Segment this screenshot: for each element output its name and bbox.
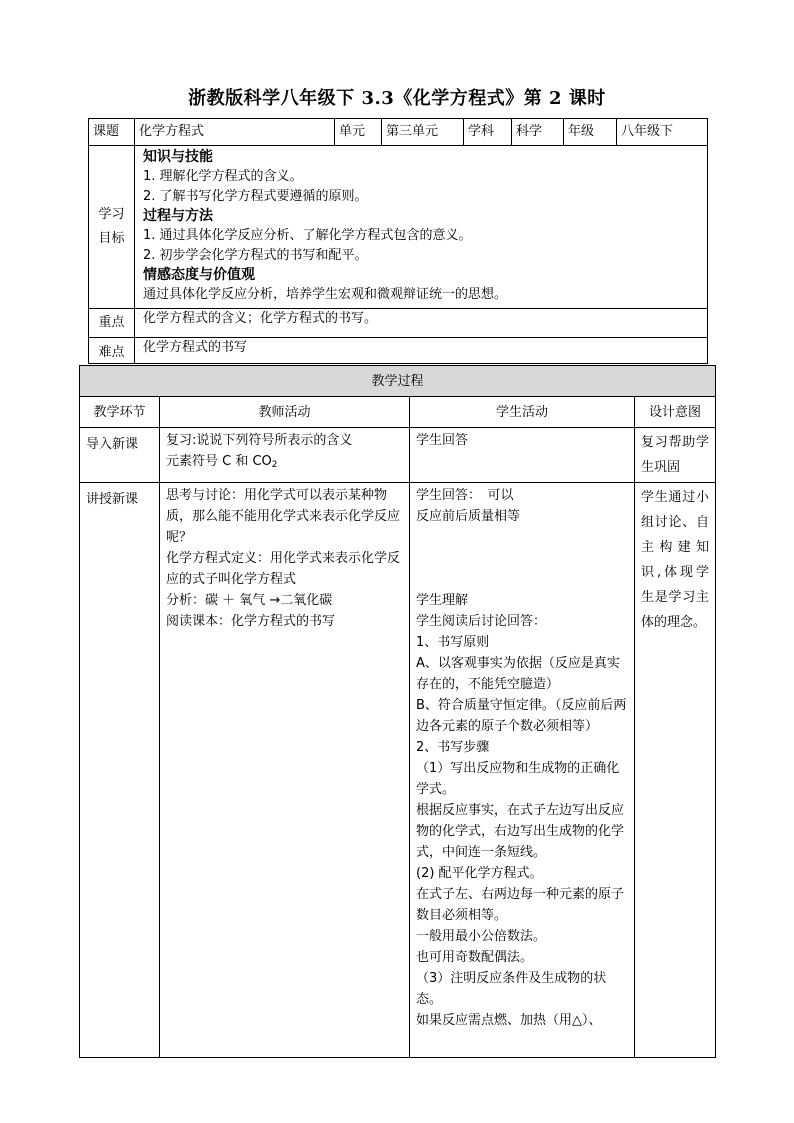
student-line: （1）写出反应物和生成物的正确化学式。: [416, 761, 620, 797]
header-student: 学生活动: [410, 397, 635, 428]
student-line: 1、书写原则: [416, 635, 490, 650]
student-line: 学生回答： 可以: [416, 488, 514, 503]
student-gap: [416, 527, 628, 590]
course-value: 化学方程式: [135, 119, 335, 146]
lecture-row: [80, 483, 716, 1058]
process-heading: 过程与方法: [143, 208, 213, 224]
student-line: B、符合质量守恒定律。（反应前后两边各元素的原子个数必须相等）: [416, 698, 627, 734]
student-line: (2) 配平化学方程式。: [416, 866, 543, 881]
intro-row: [80, 428, 716, 483]
process-item: 1. 通过具体化学反应分析、了解化学方程式包含的意义。: [143, 228, 472, 243]
teaching-process-table: [79, 365, 716, 1058]
student-line: 在式子左、右两边每一种元素的原子数目必须相等。: [416, 887, 625, 923]
unit-value: 第三单元: [382, 119, 464, 146]
objectives-content: [135, 146, 708, 309]
knowledge-item: 2. 了解书写化学方程式要遵循的原则。: [143, 188, 368, 204]
lecture-teacher: [160, 483, 410, 1058]
grade-label: 年级: [564, 119, 617, 146]
difficulties-row: [89, 338, 708, 364]
lecture-stage: 讲授新课: [80, 483, 160, 1058]
grade-value: 八年级下: [617, 119, 708, 146]
knowledge-heading: 知识与技能: [143, 149, 213, 165]
student-line: 根据反应事实，在式子左边写出反应物的化学式，右边写出生成物的化学式，中间连一条短线。: [416, 803, 625, 860]
lecture-student: [410, 483, 635, 1058]
objectives-row: [89, 146, 708, 309]
intro-stage: 导入新课: [80, 428, 160, 483]
process-band-title: 教学过程: [80, 366, 716, 397]
header-stage: 教学环节: [80, 397, 160, 428]
student-line: 反应前后质量相等: [416, 509, 521, 524]
student-line: 也可用奇数配偶法。: [416, 950, 534, 965]
lecture-design: 学生通过小组讨论、自主构建知识,体现学生是学习主体的理念。: [635, 483, 716, 1058]
attitude-item: 通过具体化学反应分析，培养学生宏观和微观辩证统一的思想。: [143, 287, 508, 302]
objectives-label: 学习 目标: [89, 146, 135, 309]
teacher-paragraph: 思考与讨论：用化学式可以表示某种物质，那么能不能用化学式来表示化学反应呢？: [166, 488, 401, 545]
lesson-info-table: [88, 118, 708, 364]
difficulties-value: 化学方程式的书写: [135, 338, 708, 364]
student-line: 学生理解: [416, 593, 469, 608]
key-points-label: 重点: [89, 309, 135, 338]
student-line: （3）注明反应条件及生成物的状态。: [416, 971, 607, 1007]
knowledge-item: 1. 理解化学方程式的含义。: [143, 169, 303, 184]
intro-design: 复习帮助学生巩固: [635, 428, 716, 483]
key-points-value: 化学方程式的含义；化学方程式的书写。: [135, 309, 708, 338]
attitude-heading: 情感态度与价值观: [143, 267, 255, 283]
unit-label: 单元: [335, 119, 382, 146]
key-points-row: [89, 309, 708, 338]
process-header-row: [80, 397, 716, 428]
intro-teacher: 复习:说说下列符号所表示的含义 元素符号 C 和 $CO_2$: [160, 428, 410, 483]
subject-label: 学科: [464, 119, 512, 146]
header-design: 设计意图: [635, 397, 716, 428]
page-title: 浙教版科学八年级下 3.3《化学方程式》第 2 课时: [188, 88, 606, 109]
student-line: 学生阅读后讨论回答：: [416, 614, 547, 629]
course-row: [89, 119, 708, 146]
course-label: 课题: [89, 119, 135, 146]
process-item: 2. 初步学会化学方程式的书写和配平。: [143, 247, 368, 263]
student-line: 如果反应需点燃、加热（用△）、: [416, 1013, 602, 1028]
header-teacher: 教师活动: [160, 397, 410, 428]
teacher-paragraph: 阅读课本：化学方程式的书写: [166, 614, 336, 629]
student-line: A、以客观事实为依据（反应是真实存在的，不能凭空臆造）: [416, 656, 620, 692]
intro-student: 学生回答: [410, 428, 635, 483]
difficulties-label: 难点: [89, 338, 135, 364]
teacher-paragraph: 分析：碳 ＋ 氧气 →二氧化碳: [166, 593, 333, 608]
student-line: 一般用最小公倍数法。: [416, 929, 547, 944]
subject-value: 科学: [512, 119, 564, 146]
student-line: 2、书写步骤: [416, 740, 490, 755]
teacher-paragraph: 化学方程式定义：用化学式来表示化学反应的式子叫化学方程式: [166, 551, 401, 587]
process-band-row: [80, 366, 716, 397]
